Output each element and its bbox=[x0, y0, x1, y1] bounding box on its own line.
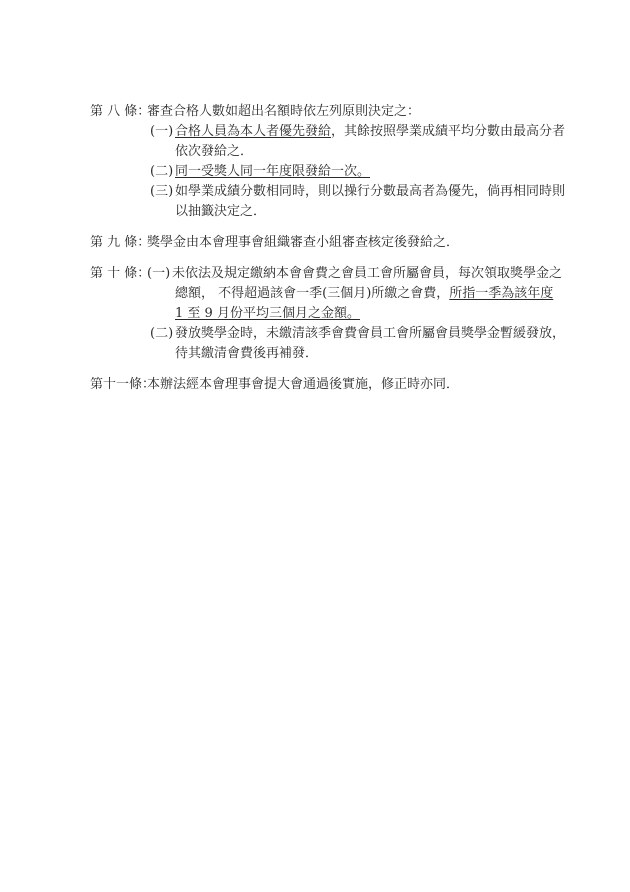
item-underlined-text: 1 至 9 月份平均三個月之金額。 bbox=[175, 306, 360, 321]
item-mark: (三) bbox=[150, 184, 174, 199]
article-10-item-1-line-2 bbox=[175, 284, 553, 304]
item-mark: (一) bbox=[147, 266, 171, 281]
article-10-item-2 bbox=[150, 324, 570, 344]
item-text: ，其餘按照學業成績平均分數由最高分者 bbox=[331, 124, 566, 139]
article-9-text: 獎學金由本會理事會組織審查小組審查核定後發給之． bbox=[147, 235, 460, 250]
item-mark: (一) bbox=[150, 124, 174, 139]
article-10-item-2-continuation: 待其繳清會費後再補發． bbox=[175, 346, 319, 361]
article-8 bbox=[90, 102, 570, 122]
article-10-heading: 第 十 條： bbox=[90, 266, 151, 281]
article-11 bbox=[90, 375, 570, 395]
item-mark: (二) bbox=[150, 164, 174, 179]
item-text: 未依法及規定繳納本會會費之會員工會所屬會員，每次領取獎學金之 bbox=[172, 266, 563, 281]
article-8-item-3-continuation: 以抽籤決定之． bbox=[175, 204, 267, 219]
item-underlined-text: 所指一季為該年度 bbox=[449, 286, 554, 301]
article-8-text: 審查合格人數如超出名額時依左列原則決定之： bbox=[147, 104, 421, 119]
article-8-item-1 bbox=[150, 122, 570, 142]
article-8-item-2 bbox=[150, 162, 570, 182]
article-8-item-3 bbox=[150, 182, 570, 202]
article-10 bbox=[90, 264, 570, 284]
item-text: 總額， 不得超過該會一季(三個月)所繳之會費， bbox=[175, 286, 450, 301]
article-10-item-1-line-3 bbox=[175, 304, 360, 324]
item-text: 如學業成績分數相同時，則以操行分數最高者為優先，倘再相同時則 bbox=[175, 184, 566, 199]
article-11-heading: 第十一條： bbox=[90, 377, 156, 392]
item-mark: (二) bbox=[150, 326, 174, 341]
item-text: 發放獎學金時，未繳清該季會費會員工會所屬會員獎學金暫緩發放， bbox=[175, 326, 566, 341]
item-underlined-text: 同一受獎人同一年度限發給一次。 bbox=[175, 164, 371, 179]
article-11-text: 本辦法經本會理事會提大會通過後實施，修正時亦同． bbox=[147, 377, 460, 392]
article-9 bbox=[90, 233, 570, 253]
article-9-heading: 第 九 條： bbox=[90, 235, 151, 250]
article-8-heading: 第 八 條： bbox=[90, 104, 151, 119]
item-underlined-text: 合格人員為本人者優先發給 bbox=[175, 124, 332, 139]
article-8-item-1-continuation: 依次發給之． bbox=[175, 144, 254, 159]
